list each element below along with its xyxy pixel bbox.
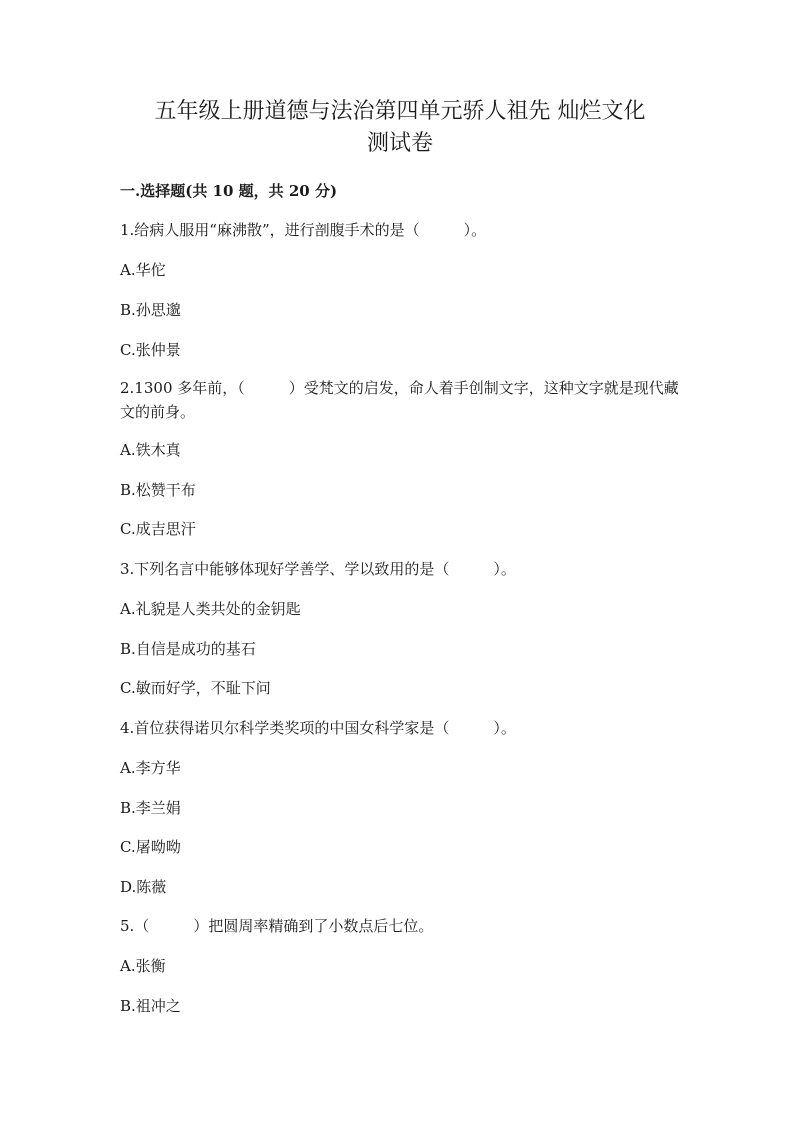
question-2 — [120, 376, 680, 424]
question-3 — [120, 557, 680, 581]
question-5-stem-after: ）把圆周率精确到了小数点后七位。 — [193, 917, 434, 935]
question-3-stem-after: ）。 — [493, 560, 516, 578]
page-title — [100, 96, 700, 160]
question-1-option-a: A.华佗 — [120, 261, 166, 279]
question-4-stem-after: ）。 — [493, 719, 516, 737]
question-2-option-c: C.成吉思汗 — [120, 520, 196, 538]
question-4-option-d: D.陈薇 — [120, 878, 167, 896]
question-2-stem-after: ）受梵文的启发，命人着手创制文字，这种文字就是现代藏文的前身。 — [120, 379, 679, 421]
question-1-option-c: C.张仲景 — [120, 341, 181, 359]
question-4-stem-before: 4.首位获得诺贝尔科学类奖项的中国女科学家是（ — [120, 719, 450, 737]
question-2-stem-before: 2.1300 多年前，（ — [120, 379, 245, 397]
question-5-stem-before: 5.（ — [120, 917, 150, 935]
title-line-1: 五年级上册道德与法治第四单元骄人祖先 灿烂文化 — [154, 99, 646, 124]
question-4 — [120, 716, 680, 740]
question-4-option-b: B.李兰娟 — [120, 799, 181, 817]
question-3-option-b: B.自信是成功的基石 — [120, 640, 256, 658]
question-1-stem-after: ）。 — [463, 221, 487, 239]
question-1-stem-before: 1.给病人服用“麻沸散”，进行剖腹手术的是（ — [120, 221, 420, 239]
question-5-option-a: A.张衡 — [120, 957, 166, 975]
question-4-option-a: A.李方华 — [120, 759, 181, 777]
section-heading: 一.选择题(共 10 题，共 20 分) — [120, 182, 338, 200]
question-2-option-b: B.松赞干布 — [120, 481, 196, 499]
question-1 — [120, 218, 680, 242]
question-3-option-c: C.敏而好学，不耻下问 — [120, 679, 271, 697]
question-1-option-b: B.孙思邈 — [120, 301, 181, 319]
title-line-2: 测试卷 — [366, 131, 433, 156]
question-3-option-a: A.礼貌是人类共处的金钥匙 — [120, 600, 301, 618]
question-4-option-c: C.屠呦呦 — [120, 838, 181, 856]
question-5 — [120, 914, 680, 938]
question-3-stem-before: 3.下列名言中能够体现好学善学、学以致用的是（ — [120, 560, 450, 578]
question-5-option-b: B.祖冲之 — [120, 997, 181, 1015]
question-2-option-a: A.铁木真 — [120, 441, 181, 459]
